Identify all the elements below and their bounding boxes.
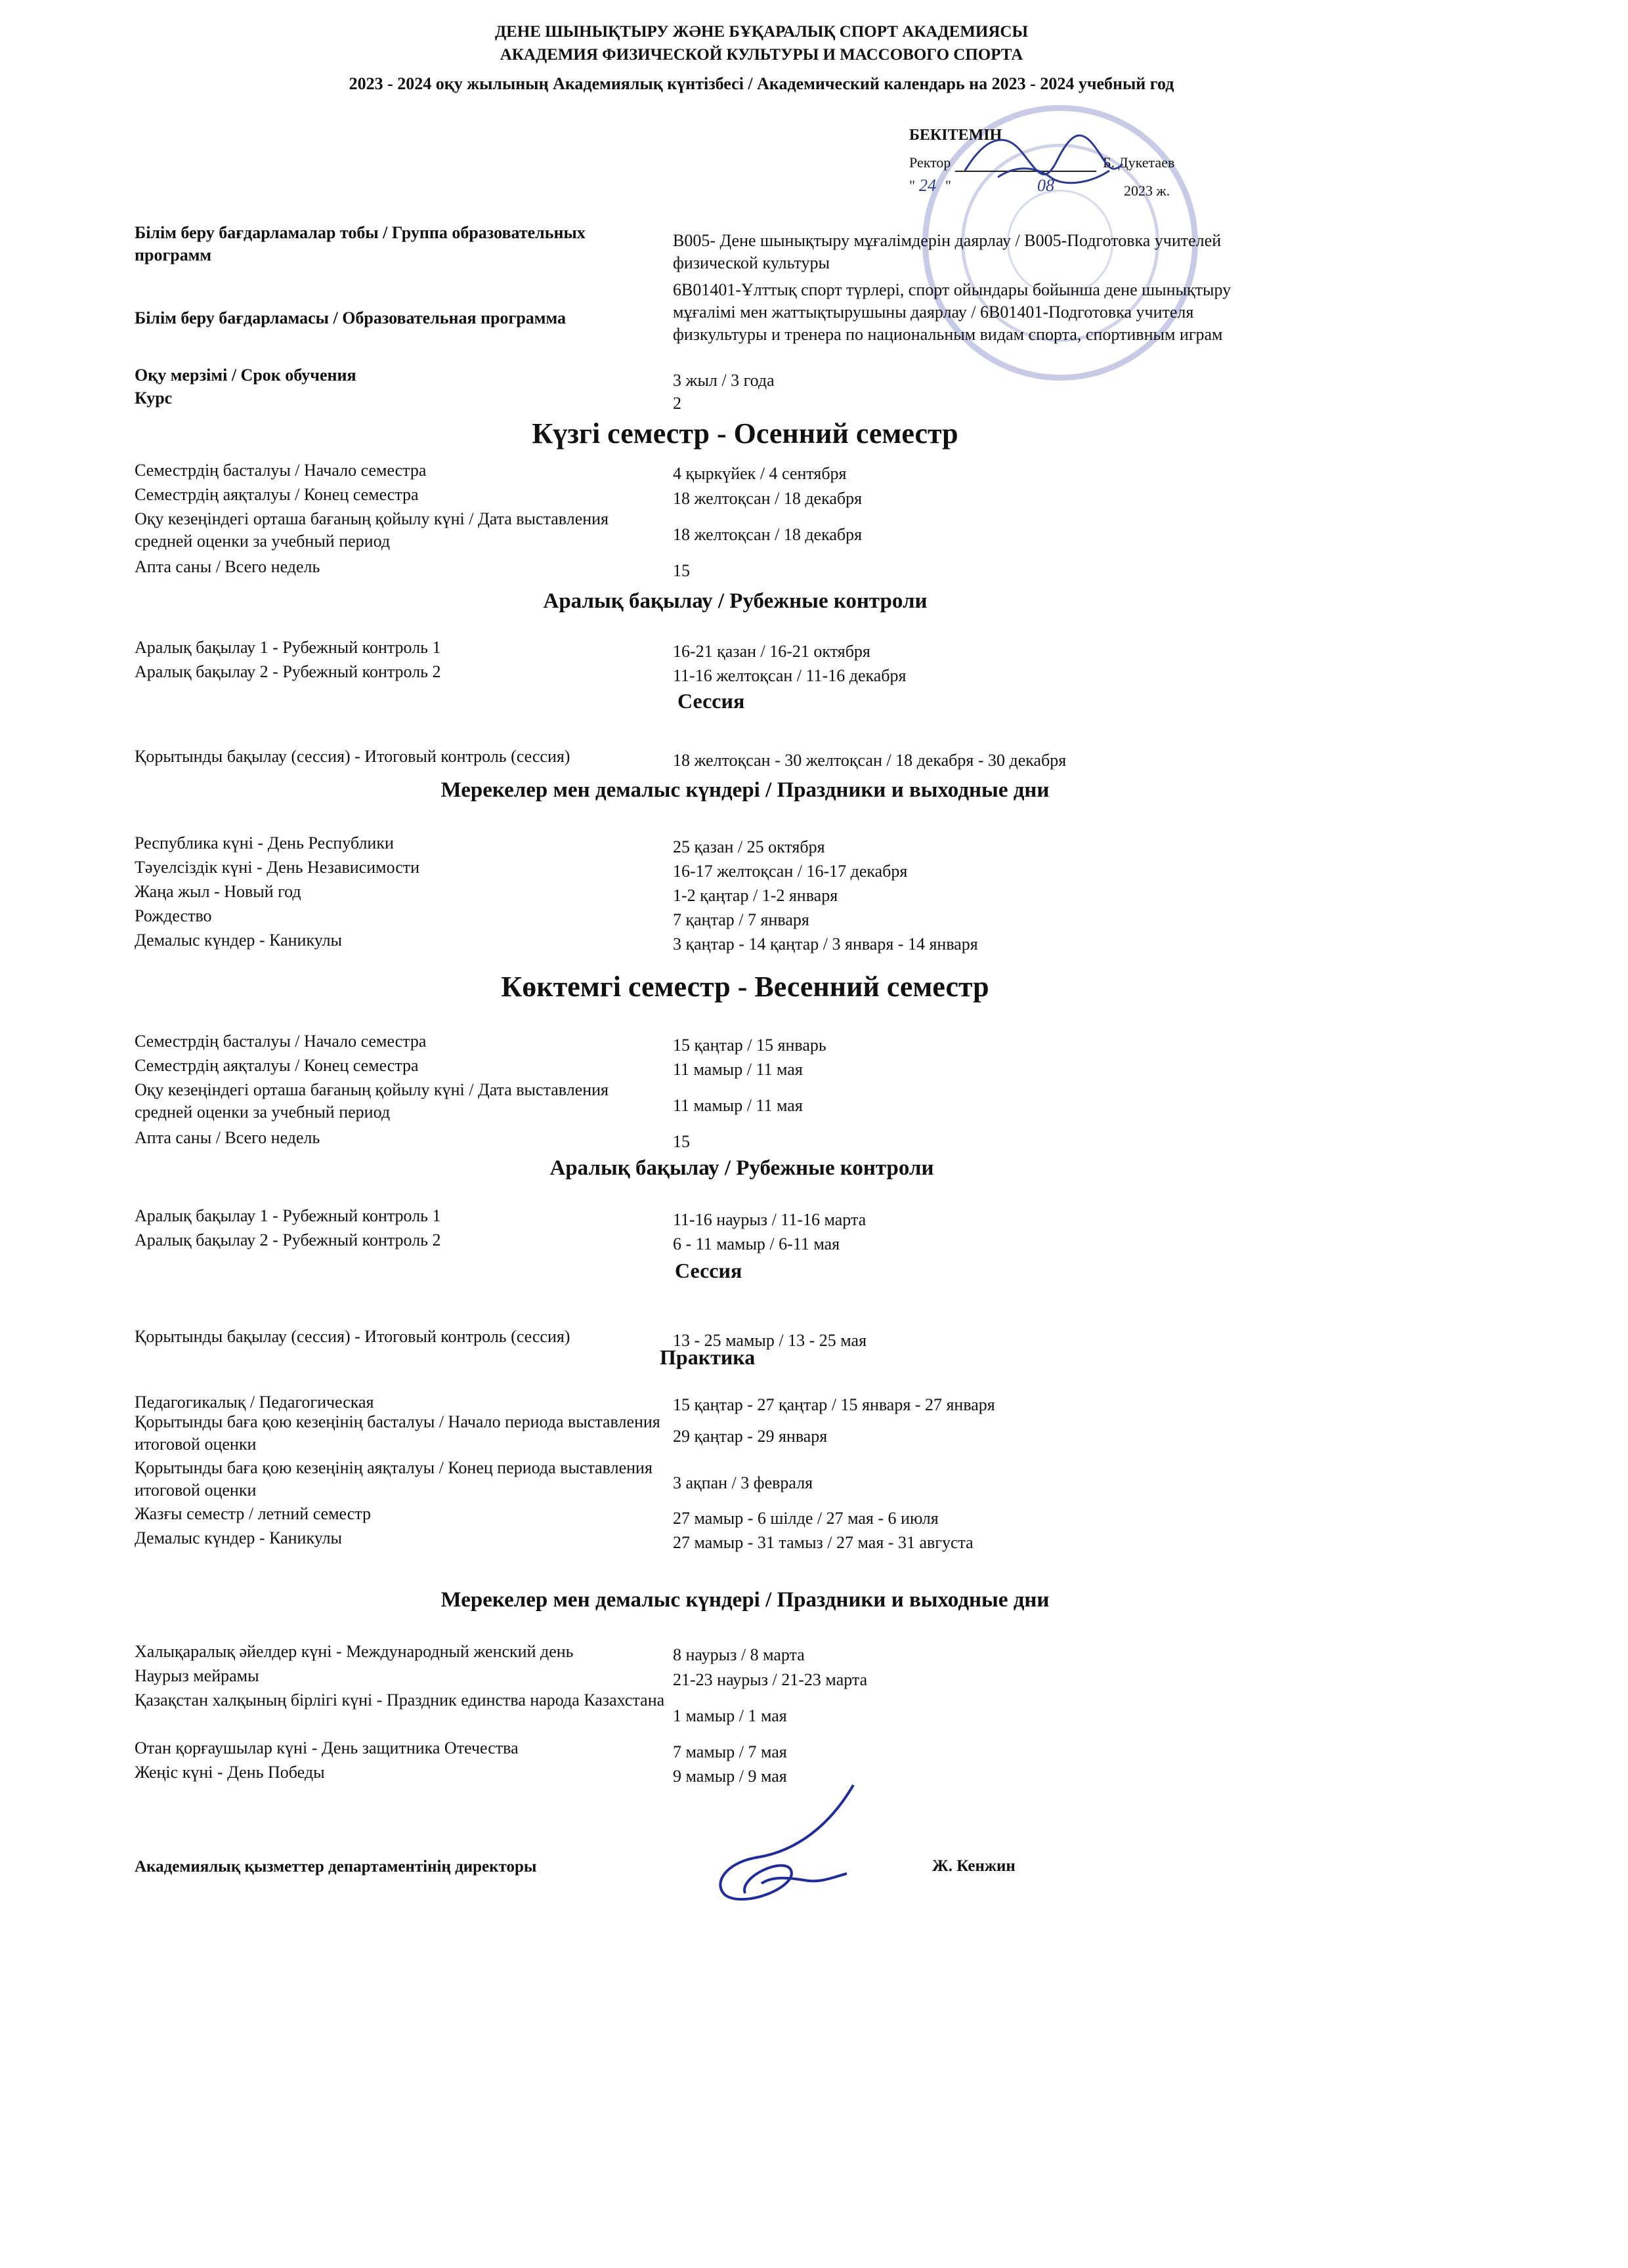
spring-average-value: 11 мамыр / 11 мая xyxy=(673,1096,803,1115)
summer-semester-value: 27 мамыр - 6 шілде / 27 мая - 6 июля xyxy=(673,1509,939,1528)
autumn-holiday-4-value: 7 қаңтар / 7 января xyxy=(673,910,809,929)
spring-control-2-label: Аралық бақылау 2 - Рубежный контроль 2 xyxy=(135,1230,441,1250)
autumn-session-title: Сессия xyxy=(677,689,745,713)
course-value: 2 xyxy=(673,394,681,413)
autumn-holiday-5-value: 3 қаңтар - 14 қаңтар / 3 января - 14 января xyxy=(673,934,978,954)
autumn-control-1-value: 16-21 қазан / 16-21 октября xyxy=(673,642,870,661)
summer-vacation-label: Демалыс күндер - Каникулы xyxy=(135,1528,343,1547)
spring-controls-title: Аралық бақылау / Рубежные контроли xyxy=(549,1156,934,1180)
autumn-end-value: 18 желтоқсан / 18 декабря xyxy=(673,489,863,508)
approval-title: БЕКІТЕМІН xyxy=(909,127,1002,144)
autumn-controls-title: Аралық бақылау / Рубежные контроли xyxy=(543,589,928,613)
summer-semester-label: Жазғы семестр / летний семестр xyxy=(135,1504,371,1523)
autumn-control-2-value: 11-16 желтоқсан / 11-16 декабря xyxy=(673,666,907,685)
approval-quote-open: " xyxy=(909,177,915,194)
autumn-holiday-1-label: Республика күні - День Республики xyxy=(135,833,394,852)
duration-value: 3 жыл / 3 года xyxy=(673,371,775,390)
spring-semester-title: Көктемгі семестр - Весенний семестр xyxy=(501,971,989,1003)
approval-year: 2023 ж. xyxy=(1124,182,1170,199)
spring-session-value: 13 - 25 мамыр / 13 - 25 мая xyxy=(673,1331,867,1350)
practice-title: Практика xyxy=(660,1345,756,1369)
spring-holiday-1-label: Халықаралық әйелдер күні - Международный женский день xyxy=(135,1642,574,1661)
autumn-holiday-5-label: Демалыс күндер - Каникулы xyxy=(135,931,343,950)
autumn-holiday-1-value: 25 қазан / 25 октября xyxy=(673,837,825,856)
header-line-kz: ДЕНЕ ШЫНЫҚТЫРУ ЖӘНЕ БҰҚАРАЛЫҚ СПОРТ АКАДЕМИЯСЫ xyxy=(494,23,1029,41)
autumn-semester-title: Күзгі семестр - Осенний семестр xyxy=(532,417,958,450)
autumn-control-2-label: Аралық бақылау 2 - Рубежный контроль 2 xyxy=(135,662,441,681)
practice-pedagogical-label: Педагогикалық / Педагогическая xyxy=(135,1393,374,1412)
spring-end-label: Семестрдің аяқталуы / Конец семестра xyxy=(135,1056,419,1075)
spring-control-1-value: 11-16 наурыз / 11-16 марта xyxy=(673,1210,867,1229)
rector-signature xyxy=(958,125,1129,203)
program-value: 6В01401-Ұлттық спорт түрлері, спорт ойындары бойынша дене шынықтыру мұғалімі мен жаттықтырушыны даярлау / 6В01401-Подготовка учителя физкультуры и тренера по национальным видам спорта, спортивным играм xyxy=(673,280,1232,344)
spring-holiday-4-value: 7 мамыр / 7 мая xyxy=(673,1742,787,1761)
spring-average-label: Оқу кезеңіндегі орташа бағаның қойылу күні / Дата выставления средней оценки за учебный период xyxy=(135,1080,609,1122)
program-label: Білім беру бағдарламасы / Образовательная программа xyxy=(135,308,567,327)
summer-vacation-value: 27 мамыр - 31 тамыз / 27 мая - 31 августа xyxy=(673,1533,974,1552)
spring-holiday-2-label: Наурыз мейрамы xyxy=(135,1666,259,1685)
spring-holiday-5-value: 9 мамыр / 9 мая xyxy=(673,1767,787,1786)
approval-month: 08 xyxy=(1037,176,1054,195)
approval-quote-close: " xyxy=(945,177,951,194)
autumn-start-label: Семестрдің басталуы / Начало семестра xyxy=(135,461,427,480)
autumn-session-value: 18 желтоқсан - 30 желтоқсан / 18 декабря - 30 декабря xyxy=(673,751,1067,770)
final-grade-end-label: Қорытынды баға қою кезеңінің аяқталуы / Конец периода выставления итоговой оценки xyxy=(135,1458,653,1500)
autumn-average-label: Оқу кезеңіндегі орташа бағаның қойылу күні / Дата выставления средней оценки за учебный период xyxy=(135,509,609,551)
spring-control-2-value: 6 - 11 мамыр / 6-11 мая xyxy=(673,1234,840,1253)
spring-session-title: Сессия xyxy=(675,1259,742,1282)
spring-holidays-title: Мерекелер мен демалыс күндері / Праздники и выходные дни xyxy=(440,1588,1050,1612)
program-group-value: В005- Дене шынықтыру мұғалімдерін даярлау / В005-Подготовка учителей физической культуры xyxy=(673,231,1222,272)
spring-end-value: 11 мамыр / 11 мая xyxy=(673,1060,803,1079)
autumn-start-value: 4 қыркүйек / 4 сентября xyxy=(673,464,847,483)
final-grade-end-value: 3 ақпан / 3 февраля xyxy=(673,1473,813,1492)
spring-holiday-5-label: Жеңіс күні - День Победы xyxy=(135,1763,325,1782)
final-grade-start-label: Қорытынды баға қою кезеңінің басталуы / Начало периода выставления итоговой оценки xyxy=(135,1412,660,1454)
spring-holiday-3-value: 1 мамыр / 1 мая xyxy=(673,1706,787,1725)
duration-label: Оқу мерзімі / Срок обучения xyxy=(135,366,356,385)
autumn-average-value: 18 желтоқсан / 18 декабря xyxy=(673,525,863,544)
spring-holiday-1-value: 8 наурыз / 8 марта xyxy=(673,1645,805,1664)
document-title: 2023 - 2024 оқу жылының Академиялық күнтізбесі / Академический календарь на 2023 - 2024 учебный год xyxy=(349,74,1174,93)
final-grade-start-value: 29 қаңтар - 29 января xyxy=(673,1427,828,1446)
spring-holiday-3-label: Қазақстан халқының бірлігі күні - Праздник единства народа Казахстана xyxy=(135,1690,665,1710)
spring-control-1-label: Аралық бақылау 1 - Рубежный контроль 1 xyxy=(135,1206,441,1225)
course-label: Курс xyxy=(135,388,173,408)
autumn-end-label: Семестрдің аяқталуы / Конец семестра xyxy=(135,485,419,504)
autumn-holidays-title: Мерекелер мен демалыс күндері / Праздники и выходные дни xyxy=(440,778,1050,802)
approval-role: Ректор xyxy=(909,154,951,171)
autumn-holiday-3-value: 1-2 қаңтар / 1-2 января xyxy=(673,886,838,905)
autumn-control-1-label: Аралық бақылау 1 - Рубежный контроль 1 xyxy=(135,638,441,657)
autumn-holiday-3-label: Жаңа жыл - Новый год xyxy=(135,882,301,901)
spring-session-label: Қорытынды бақылау (сессия) - Итоговый контроль (сессия) xyxy=(135,1327,570,1346)
spring-holiday-2-value: 21-23 наурыз / 21-23 марта xyxy=(673,1670,868,1689)
spring-weeks-label: Апта саны / Всего недель xyxy=(135,1128,320,1147)
header-line-ru: АКАДЕМИЯ ФИЗИЧЕСКОЙ КУЛЬТУРЫ И МАССОВОГО СПОРТА xyxy=(500,46,1023,64)
spring-start-label: Семестрдің басталуы / Начало семестра xyxy=(135,1032,427,1051)
director-position: Академиялық қызметтер департаментінің директоры xyxy=(135,1858,537,1876)
autumn-holiday-4-label: Рождество xyxy=(135,906,212,925)
approval-day: 24 xyxy=(919,176,936,195)
autumn-weeks-value: 15 xyxy=(673,561,690,580)
rector-name: Б. Дукетаев xyxy=(1103,154,1175,171)
practice-pedagogical-value: 15 қаңтар - 27 қаңтар / 15 января - 27 января xyxy=(673,1395,995,1414)
program-group-label: Білім беру бағдарламалар тобы / Группа образовательных программ xyxy=(135,223,586,264)
spring-holiday-4-label: Отан қорғаушылар күні - День защитника Отечества xyxy=(135,1738,519,1757)
autumn-holiday-2-label: Тәуелсіздік күні - День Независимости xyxy=(135,858,420,877)
spring-start-value: 15 қаңтар / 15 январь xyxy=(673,1036,826,1055)
autumn-session-label: Қорытынды бақылау (сессия) - Итоговый контроль (сессия) xyxy=(135,747,570,766)
director-signature xyxy=(699,1778,876,1910)
director-name: Ж. Кенжин xyxy=(932,1857,1016,1875)
autumn-weeks-label: Апта саны / Всего недель xyxy=(135,557,320,576)
spring-weeks-value: 15 xyxy=(673,1132,690,1151)
autumn-holiday-2-value: 16-17 желтоқсан / 16-17 декабря xyxy=(673,862,908,881)
